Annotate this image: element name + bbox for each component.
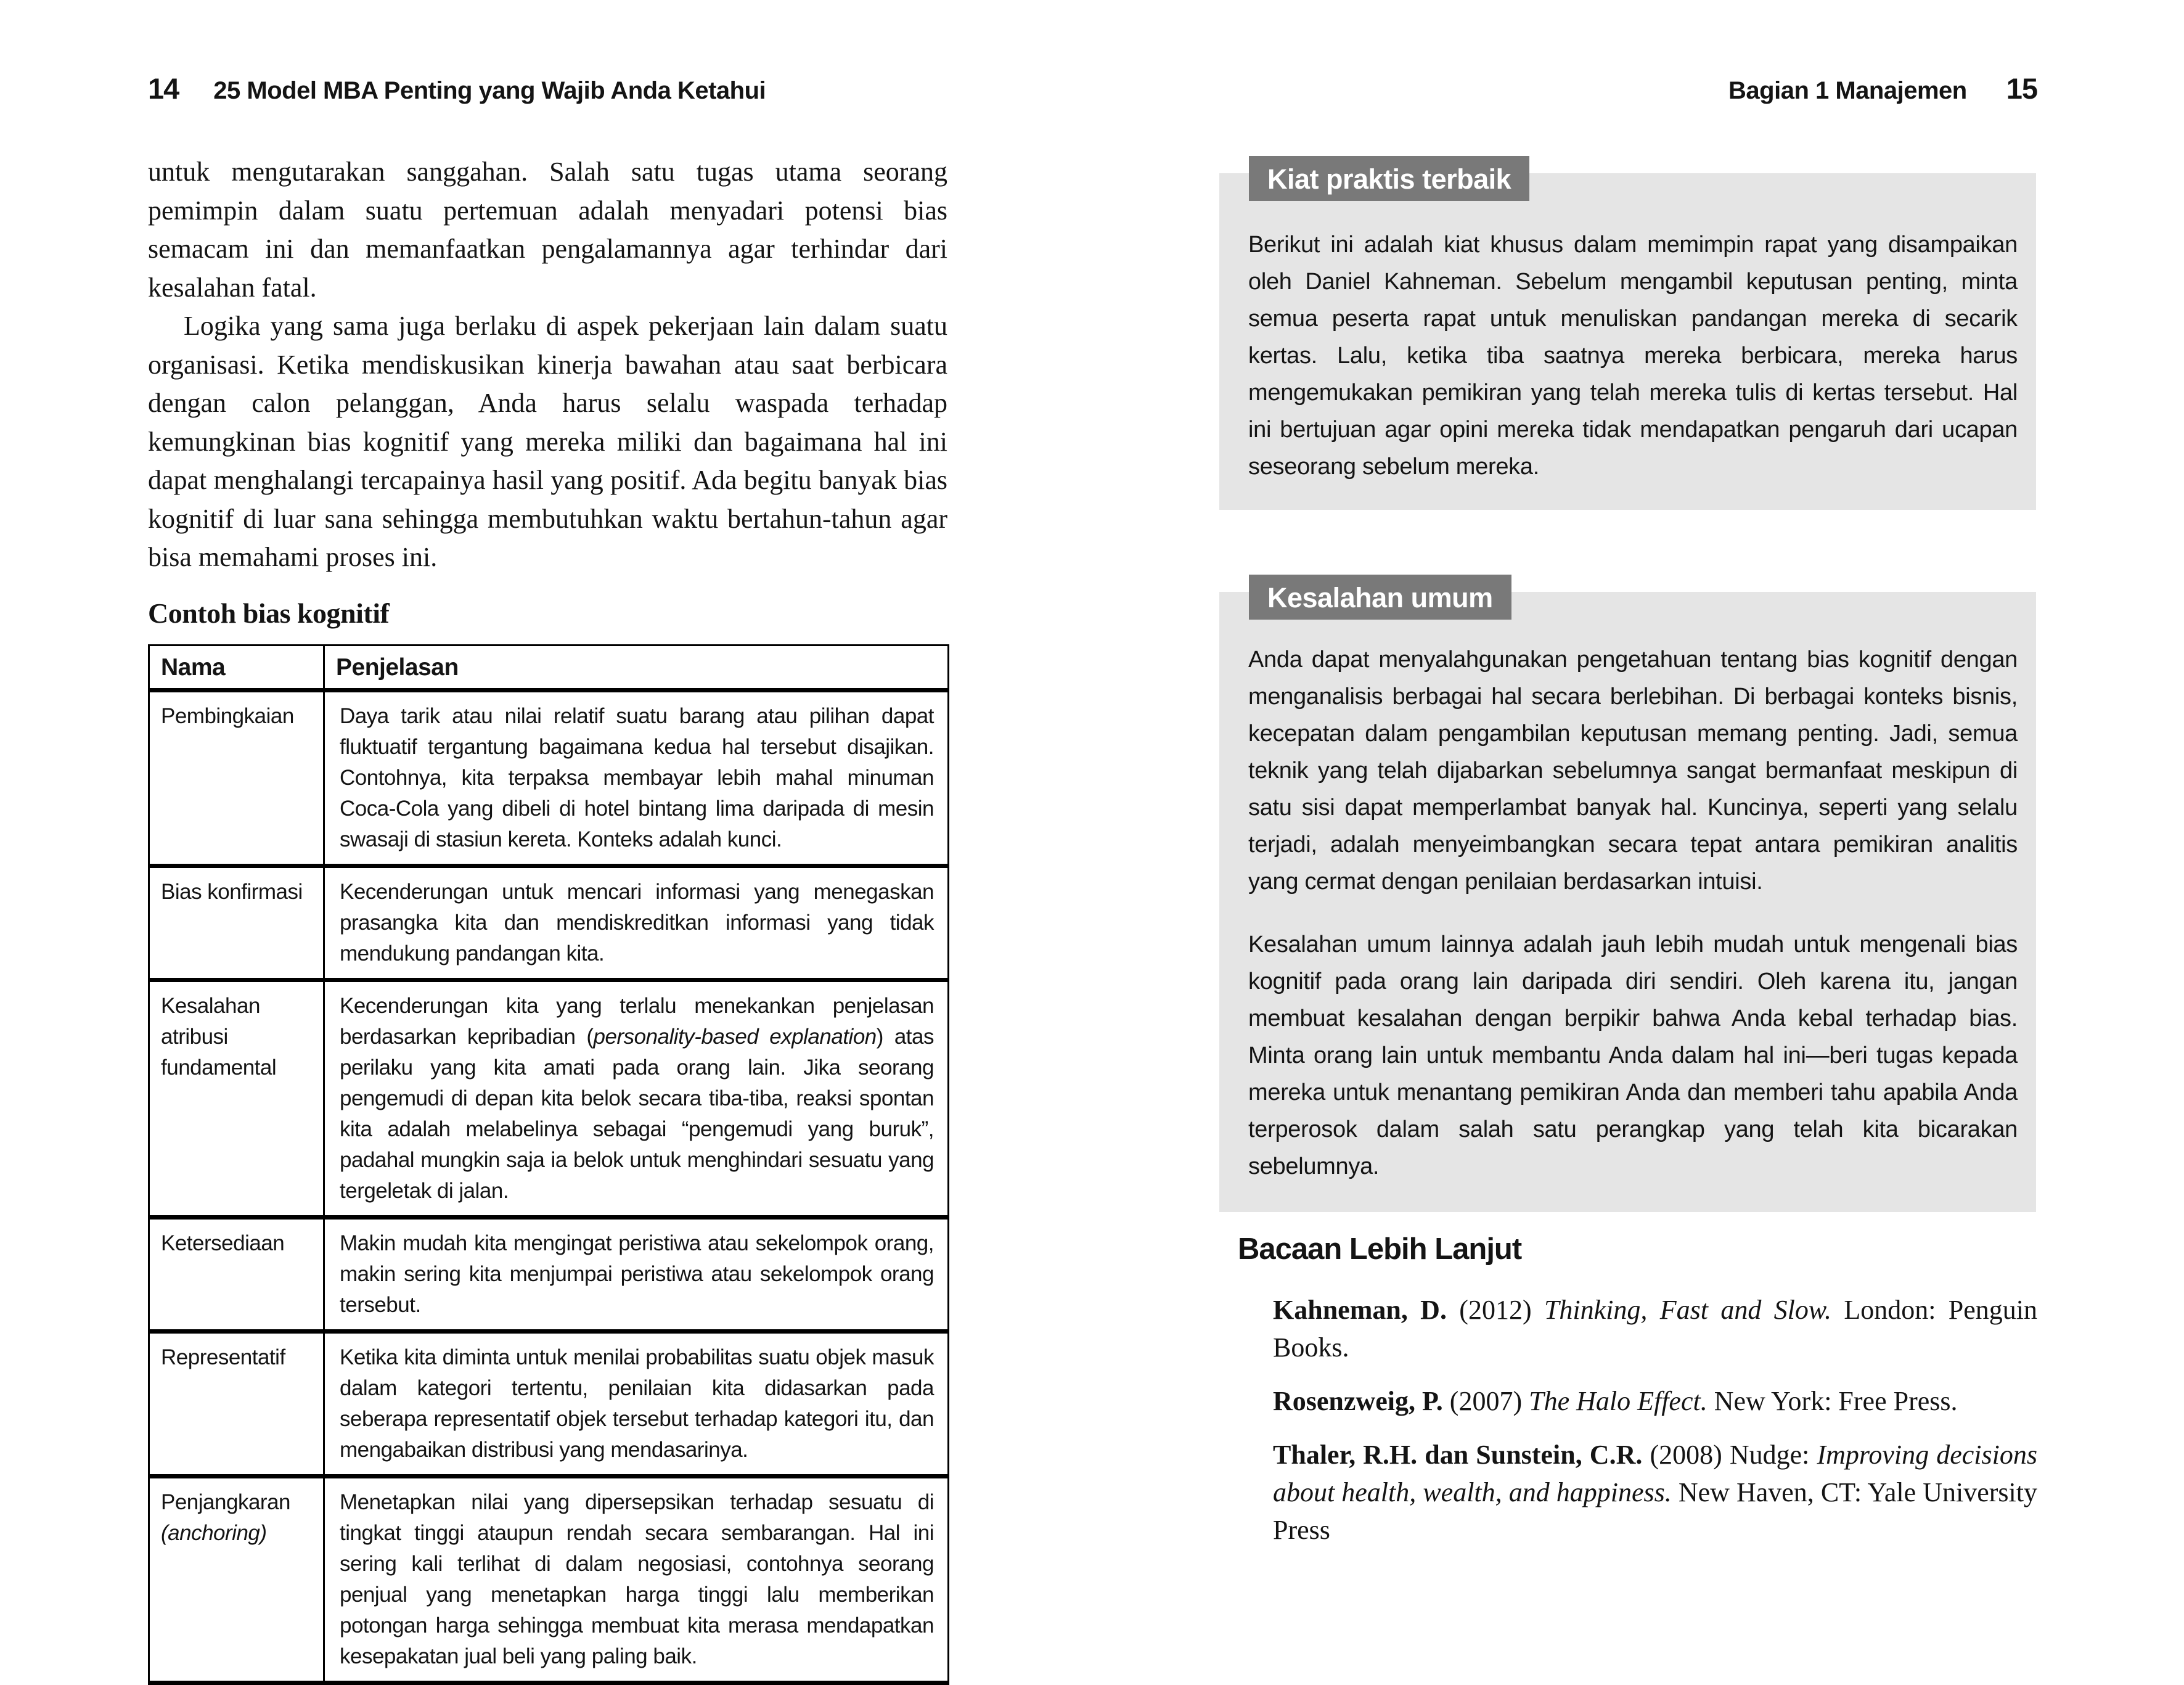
italic-text-segment: (anchoring) [161,1520,267,1545]
body-paragraph: untuk mengutarakan sanggahan. Salah satu tugas utama seorang pemimpin dalam suatu pertemuan adalah menyadari potensi bias semacam ini dan memanfaatkan pengalamannya agar terhindar dari kesalahan fatal. [148,157,947,303]
callout-paragraph: Anda dapat menyalahgunakan pengetahuan tentang bias kognitif dengan menganalisis berbagai hal secara berlebihan. Di berbagai konteks bisnis, kecepatan dalam pengambilan keputusan memang penting. Jadi, semua teknik yang telah dijabarkan sebelumnya sangat bermanfaat meskipun di satu sisi dapat memperlambat banyak hal. Kuncinya, seperti yang selalu terjadi, adalah menyeimbangkan secara tepat antara pemikiran analitis yang cermat dengan penilaian berdasarkan intuisi. [1248,647,2018,895]
running-head-left [148,72,766,105]
bias-name-cell [149,1331,324,1476]
text-segment: Representatif [161,1345,285,1369]
best-practice-label: Kiat praktis terbaik [1249,156,1529,201]
common-mistakes-label: Kesalahan umum [1249,575,1511,620]
italic-text-segment: Improving decisions about health, wealth, and happiness. [1273,1440,2037,1507]
bias-name-cell [149,1476,324,1683]
bold-text-segment: Kahneman, D. [1273,1295,1447,1325]
callout-paragraph: Kesalahan umum lainnya adalah jauh lebih mudah untuk mengenali bias kognitif pada orang lain daripada diri sendiri. Oleh karena itu, jangan membuat kesalahan dengan berpikir bahwa Anda kebal terhadap bias. Minta orang lain untuk membantu Anda dalam hal ini—beri tugas kepada mereka untuk menantang pemikiran Anda dan memberi tahu apabila Anda terperosok dalam salah satu perangkap yang telah kita bicarakan sebelumnya. [1248,932,2018,1179]
cognitive-bias-table [148,644,949,1685]
reference-entry [1238,1382,2037,1420]
bold-text-segment: Rosenzweig, P. [1273,1386,1443,1416]
table-row [149,1331,949,1476]
table-row [149,690,949,866]
further-reading-section [1238,1232,2037,1565]
reference-entry [1238,1291,2037,1366]
bold-text-segment: Thaler, R.H. dan Sunstein, C.R. [1273,1440,1643,1470]
callout-paragraph: Berikut ini adalah kiat khusus dalam memimpin rapat yang disampaikan oleh Daniel Kahneman. Sebelum mengambil keputusan penting, minta semua peserta rapat untuk menuliskan pandangan mereka di secarik kertas. Lalu, ketika tiba saatnya mereka berbicara, mereka harus mengemukakan pemikiran yang telah mereka tulis di kertas tersebut. Hal ini bertujuan agar opini mereka tidak mendapatkan pengaruh dari ucapan seseorang sebelum mereka. [1248,232,2018,480]
text-segment: Menetapkan nilai yang dipersepsikan terhadap sesuatu di tingkat tinggi ataupun rendah secara sembarangan. Hal ini sering kali terlihat di dalam negosiasi, contohnya seorang penjual yang menetapkan harga tinggi lalu memberikan potongan harga sehingga membuat kita merasa mendapatkan kesepakatan jual beli yang paling baik. [340,1490,934,1668]
text-segment: ) atas perilaku yang kita amati pada orang lain. Jika seorang pengemudi di depan kita belok secara tiba-tiba, reaksi spontan kita adalah melabelinya sebagai “pengemudi yang buruk”, padahal mungkin saja ia belok untuk menghindari sesuatu yang tergeletak di jalan. [340,1024,934,1203]
text-segment: London: Penguin Books. [1273,1295,2038,1363]
bias-name-cell [149,690,324,866]
running-head-right [1728,72,2037,105]
best-practice-callout-box [1219,163,2036,510]
text-segment: Ketersediaan [161,1231,285,1255]
reference-entry [1238,1436,2037,1549]
text-segment: Kesalahan atribusi fundamental [161,993,277,1080]
common-mistakes-callout-box [1219,582,2036,1212]
italic-text-segment: personality-based explanation [593,1024,877,1049]
table-header-nama: Nama [149,645,324,690]
bias-description-cell [324,1217,949,1331]
bias-name-cell [149,866,324,980]
bias-name-cell [149,1217,324,1331]
bias-description-cell [324,866,949,980]
italic-text-segment: Thinking, Fast and Slow. [1544,1295,1831,1325]
text-segment: Bias konfirmasi [161,879,303,904]
further-reading-heading: Bacaan Lebih Lanjut [1238,1232,1522,1266]
page-number-left: 14 [148,72,179,105]
text-segment: Pembingkaian [161,703,294,728]
text-segment: New Haven, CT: Yale University Press [1273,1477,2037,1545]
text-segment: Makin mudah kita mengingat peristiwa atau sekelompok orang, makin sering kita menjumpai peristiwa atau sekelompok orang tersebut. [340,1231,934,1317]
running-title-left: 25 Model MBA Penting yang Wajib Anda Ketahui [213,77,766,104]
text-segment: Penjangkaran [161,1490,290,1514]
text-segment: Daya tarik atau nilai relatif suatu barang atau pilihan dapat fluktuatif tergantung bagaimana kedua hal tersebut disajikan. Contohnya, kita terpaksa membayar lebih mahal minuman Coca-Cola yang dibeli di hotel bintang lima daripada di mesin swasaji di stasiun kereta. Konteks adalah kunci. [340,703,934,851]
table-header-penjelasan: Penjelasan [324,645,949,690]
bias-description-cell [324,1331,949,1476]
table-row [149,866,949,980]
text-segment: (2012) [1446,1295,1544,1325]
text-segment: Ketika kita diminta untuk menilai probabilitas suatu objek masuk dalam kategori tertentu, penilaian kita didasarkan pada seberapa representatif objek tersebut terhadap kategori itu, dan mengabaikan distribusi yang mendasarinya. [340,1345,934,1462]
text-segment: (2008) Nudge: [1642,1440,1817,1470]
text-segment: New York: Free Press. [1707,1386,1958,1416]
table-row [149,1217,949,1331]
table-header-row [149,645,949,690]
bias-description-cell [324,980,949,1217]
text-segment: Kecenderungan kita yang terlalu menekankan penjelasan berdasarkan kepribadian ( [340,993,934,1049]
italic-text-segment: The Halo Effect. [1529,1386,1708,1416]
text-segment: (2007) [1442,1386,1529,1416]
body-paragraph: Logika yang sama juga berlaku di aspek pekerjaan lain dalam suatu organisasi. Ketika mendiskusikan kinerja bawahan atau saat berbicara dengan calon pelanggan, Anda harus selalu waspada terhadap kemungkinan bias kognitif yang mereka miliki dan bagaimana hal ini dapat menghalangi tercapainya hasil yang positif. Ada begitu banyak bias kognitif di luar sana sehingga membutuhkan waktu bertahun-tahun agar bisa memahami proses ini. [148,311,947,572]
running-title-right: Bagian 1 Manajemen [1728,77,1967,104]
table-title: Contoh bias kognitif [148,597,390,629]
bias-name-cell [149,980,324,1217]
table-row [149,1476,949,1683]
bias-description-cell [324,1476,949,1683]
left-page-column [148,153,947,1685]
bias-description-cell [324,690,949,866]
text-segment: Kecenderungan untuk mencari informasi yang menegaskan prasangka kita dan mendiskreditkan informasi yang tidak mendukung pandangan kita. [340,879,934,965]
table-row [149,980,949,1217]
page-number-right: 15 [2006,72,2037,105]
